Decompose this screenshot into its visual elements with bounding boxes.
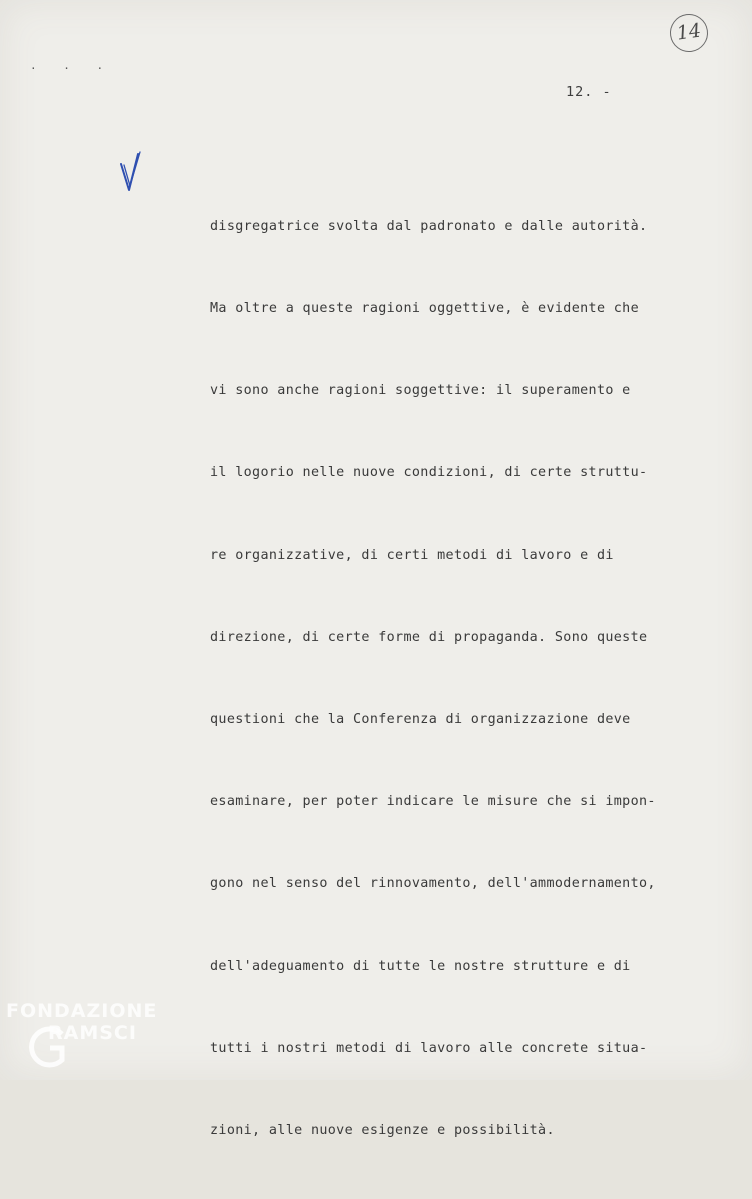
- paragraph-line-11: tutti i nostri metodi di lavoro alle concrete situa-: [210, 1040, 648, 1056]
- paragraph-line-6: direzione, di certe forme di propaganda. Sono queste: [210, 629, 648, 645]
- watermark-line-1: FONDAZIONE: [6, 1000, 158, 1022]
- watermark-line-2: RAMSCI: [48, 1022, 137, 1044]
- typed-paragraph: [210, 158, 690, 1199]
- paragraph-line-10: dell'adeguamento di tutte le nostre strutture e di: [210, 958, 631, 974]
- paragraph-line-2: Ma oltre a queste ragioni oggettive, è evidente che: [210, 301, 640, 317]
- paragraph-line-1: disgregatrice svolta dal padronato e dalle autorità.: [210, 218, 648, 234]
- paragraph-line-5: re organizzative, di certi metodi di lavoro e di: [210, 547, 614, 563]
- page-number: 12. -: [566, 84, 612, 100]
- paragraph-line-12: zioni, alle nuove esigenze e possibilità.: [210, 1123, 555, 1139]
- paragraph-line-3: vi sono anche ragioni soggettive: il superamento e: [210, 383, 631, 399]
- paragraph-line-4: il logorio nelle nuove condizioni, di certe struttu-: [210, 465, 648, 481]
- paragraph-line-9: gono nel senso del rinnovamento, dell'ammodernamento,: [210, 876, 656, 892]
- folio-number: 14: [675, 19, 703, 45]
- folio-number-circled: [668, 12, 711, 55]
- fondazione-gramsci-watermark: [4, 1000, 194, 1080]
- paper-specks: · · ·: [30, 62, 114, 75]
- handwritten-checkmark-icon: [118, 150, 144, 194]
- paragraph-line-8: esaminare, per poter indicare le misure che si impon-: [210, 794, 656, 810]
- paragraph-line-7: questioni che la Conferenza di organizzazione deve: [210, 712, 631, 728]
